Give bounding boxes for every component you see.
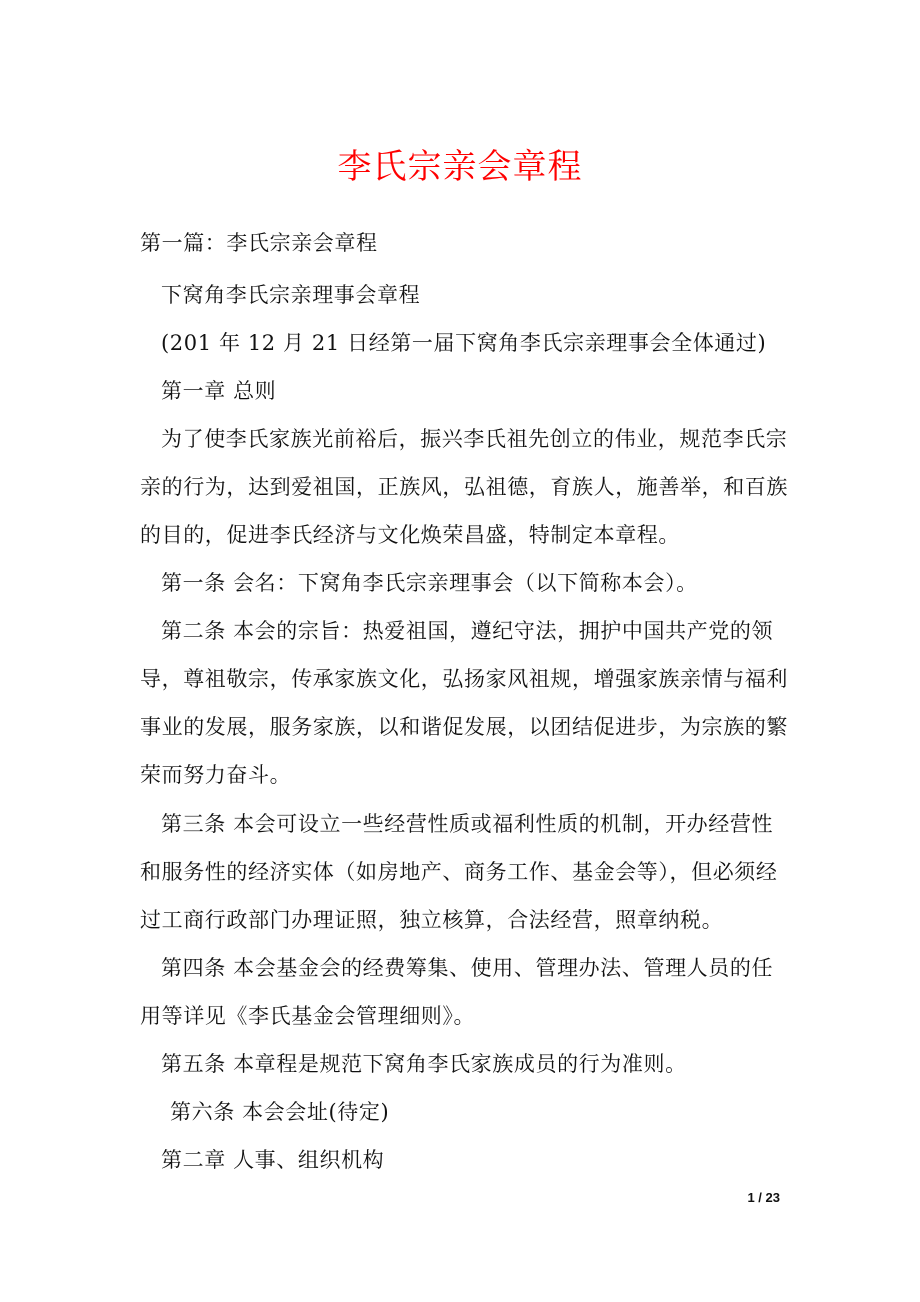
paragraph-line: 过工商行政部门办理证照，独立核算，合法经营，照章纳税。 xyxy=(140,908,724,932)
paragraph-line: 荣而努力奋斗。 xyxy=(140,763,292,787)
paragraph-line: 事业的发展，服务家族，以和谐促发展，以团结促进步，为宗族的繁 xyxy=(140,715,788,739)
article-line: 第三条 本会可设立一些经营性质或福利性质的机制，开办经营性 xyxy=(161,812,774,836)
paragraph-line: 导，尊祖敬宗，传承家族文化，弘扬家风祖规，增强家族亲情与福利 xyxy=(140,667,788,691)
paragraph-line: 为了使李氏家族光前裕后，振兴李氏祖先创立的伟业，规范李氏宗 xyxy=(161,427,788,451)
article-line: 第四条 本会基金会的经费筹集、使用、管理办法、管理人员的任 xyxy=(161,956,774,980)
chapter-heading: 第二章 人事、组织机构 xyxy=(161,1148,385,1172)
article-line: 第二条 本会的宗旨：热爱祖国，遵纪守法，拥护中国共产党的领 xyxy=(161,619,774,643)
article-line: 第一条 会名：下窝角李氏宗亲理事会（以下简称本会）。 xyxy=(161,571,698,595)
paragraph-line: 亲的行为，达到爱祖国，正族风，弘祖德，育族人，施善举，和百族 xyxy=(140,475,788,499)
article-line: 第五条 本章程是规范下窝角李氏家族成员的行为准则。 xyxy=(161,1052,687,1076)
adoption-note: (201 年 12 月 21 日经第一届下窝角李氏宗亲理事会全体通过) xyxy=(161,331,767,355)
paragraph-line: 用等详见《李氏基金会管理细则》。 xyxy=(140,1004,476,1028)
article-line: 第六条 本会会址(待定) xyxy=(170,1100,390,1124)
page-indicator: 1 / 23 xyxy=(747,1190,780,1205)
subtitle: 下窝角李氏宗亲理事会章程 xyxy=(161,283,421,307)
document-title: 李氏宗亲会章程 xyxy=(337,147,583,187)
paragraph-line: 和服务性的经济实体（如房地产、商务工作、基金会等），但必须经 xyxy=(140,860,778,884)
paragraph-line: 的目的，促进李氏经济与文化焕荣昌盛，特制定本章程。 xyxy=(140,523,680,547)
chapter-heading: 第一章 总则 xyxy=(161,379,277,403)
section-heading: 第一篇：李氏宗亲会章程 xyxy=(140,231,378,255)
